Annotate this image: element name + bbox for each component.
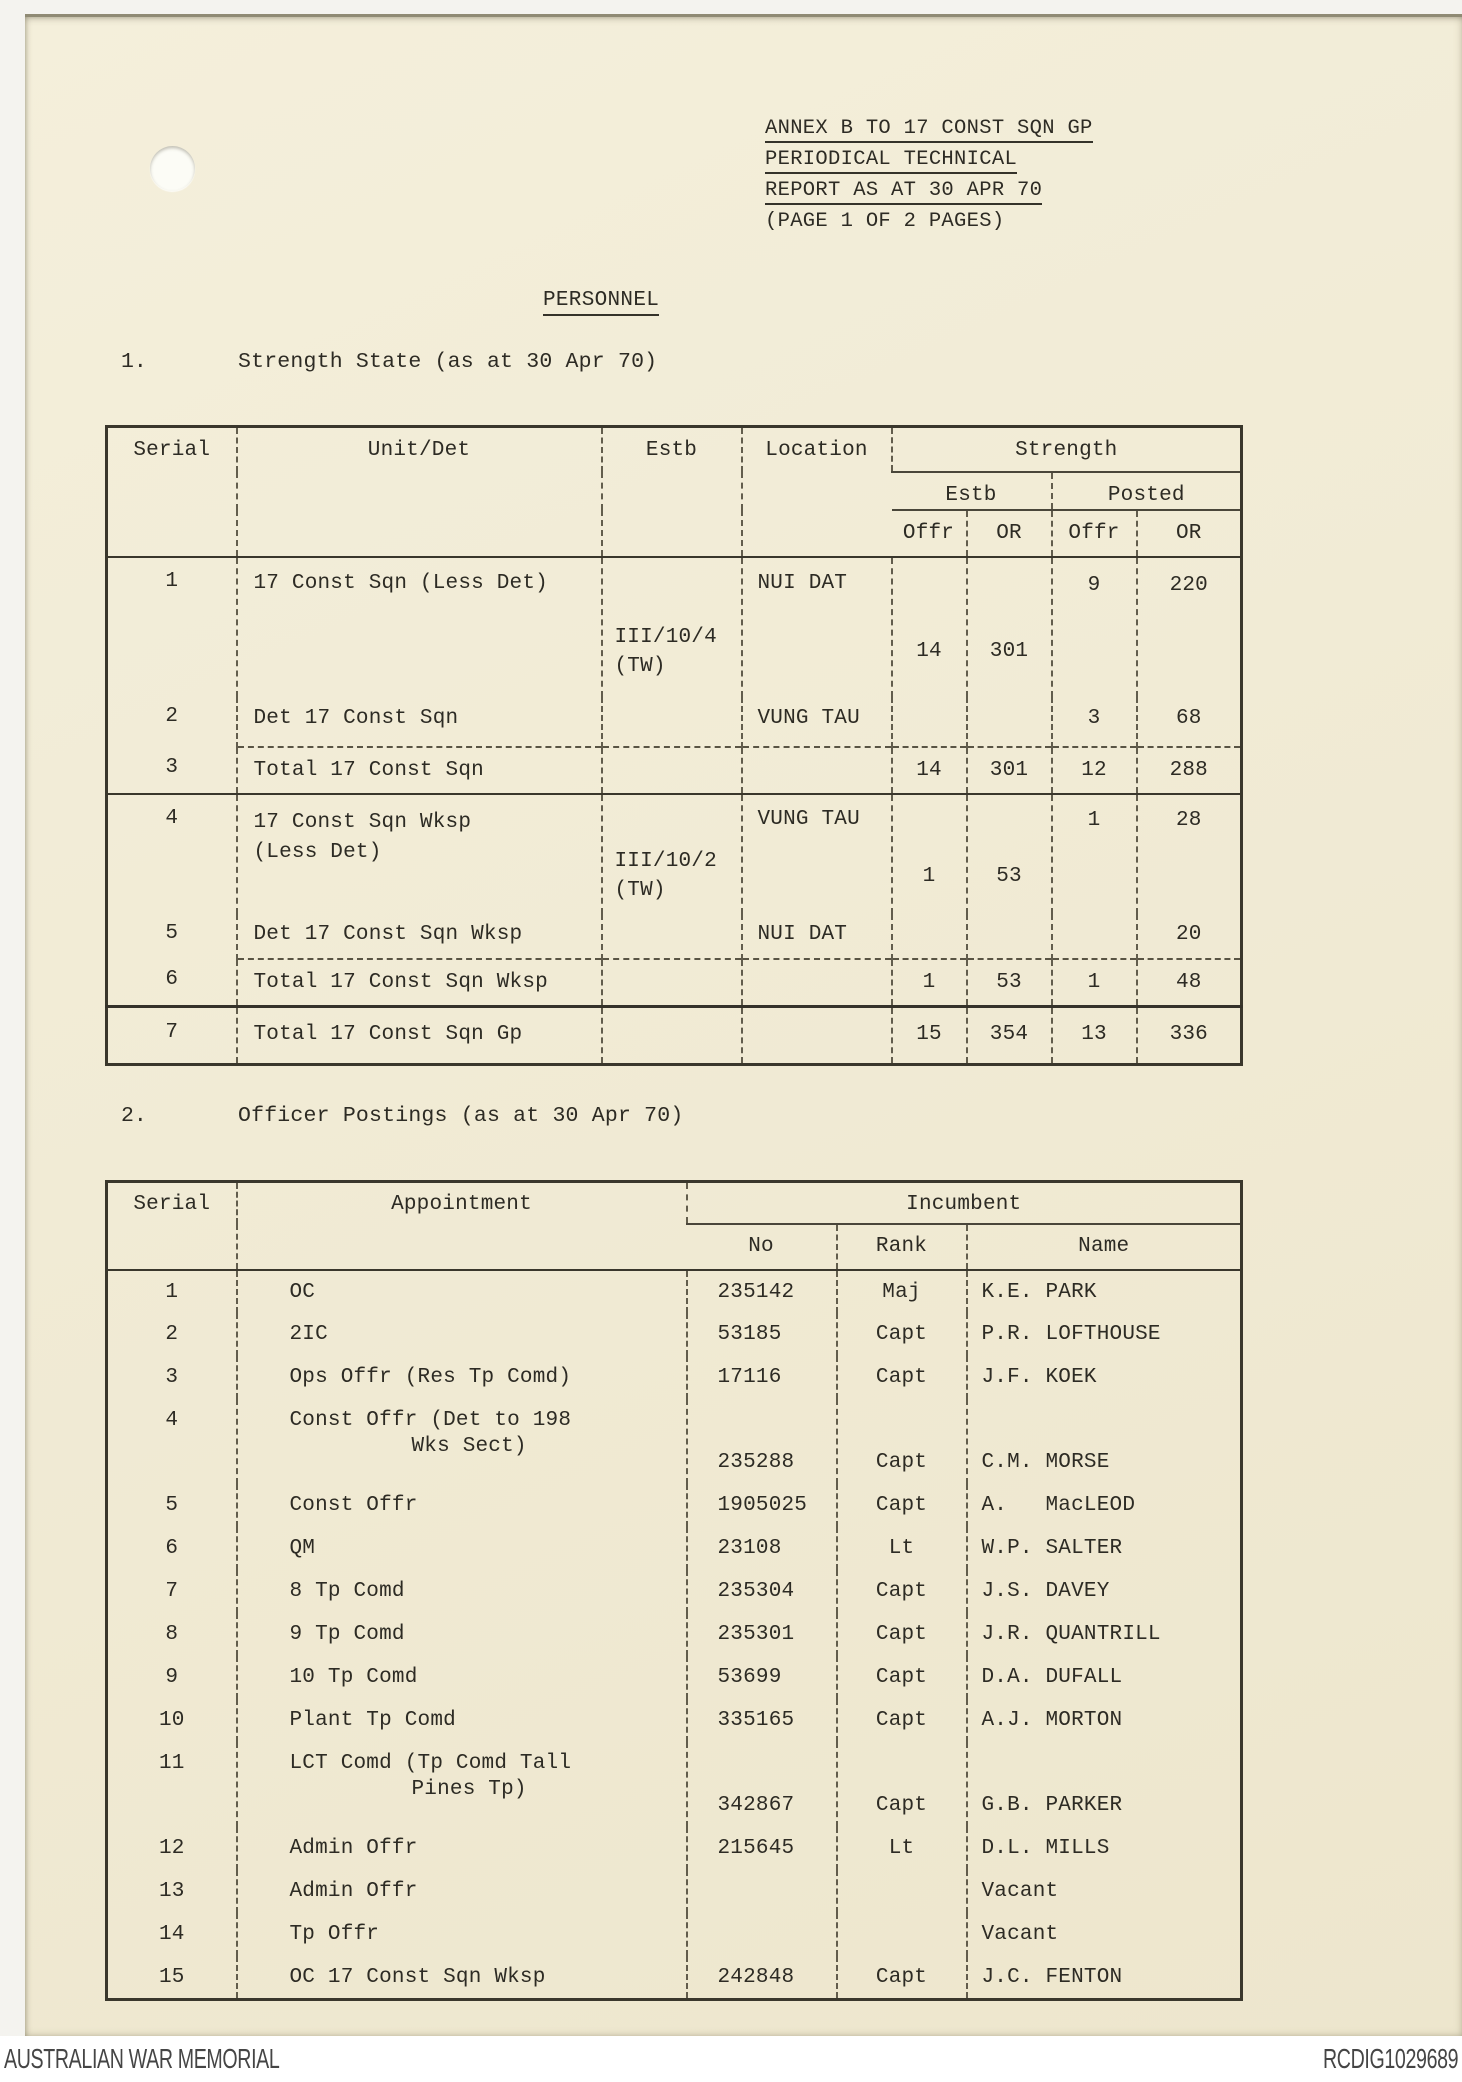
cell-location <box>742 1007 892 1065</box>
cell-no: 342867 <box>687 1742 837 1827</box>
cell-no: 53185 <box>687 1313 837 1356</box>
cell-appointment: Const Offr <box>237 1484 687 1527</box>
cell-rank: Capt <box>837 1956 967 2000</box>
cell-estb-or: 53 <box>967 794 1052 959</box>
cell-appointment: 8 Tp Comd <box>237 1570 687 1613</box>
cell-posted-offr: 13 <box>1052 1007 1137 1065</box>
cell-name: C.M. MORSE <box>967 1399 1242 1484</box>
cell-serial: 7 <box>107 1007 237 1065</box>
cell-serial: 4 <box>107 794 237 914</box>
cell-unit: Total 17 Const Sqn Wksp <box>237 959 602 1007</box>
cell-appointment: 9 Tp Comd <box>237 1613 687 1656</box>
officer-row <box>107 1742 1242 1827</box>
footer-archive-name: AUSTRALIAN WAR MEMORIAL <box>4 2043 280 2074</box>
cell-serial: 12 <box>158 1836 185 1860</box>
cell-rank: Capt <box>837 1613 967 1656</box>
cell-appointment: OC 17 Const Sqn Wksp <box>237 1956 687 2000</box>
cell-posted-or: 220 <box>1137 557 1242 697</box>
header-rank: Rank <box>837 1224 967 1270</box>
cell-serial: 3 <box>165 1365 179 1389</box>
header-appointment: Appointment <box>237 1182 687 1270</box>
cell-estb-offr: 1 <box>892 794 967 959</box>
cell-serial: 13 <box>158 1879 185 1903</box>
header-name: Name <box>967 1224 1242 1270</box>
cell-appointment: Ops Offr (Res Tp Comd) <box>237 1356 687 1399</box>
cell-location: NUI DAT <box>742 914 892 959</box>
cell-posted-or: 28 <box>1137 794 1242 914</box>
cell-unit: 17 Const Sqn (Less Det) <box>237 557 602 697</box>
cell-appointment: 10 Tp Comd <box>237 1656 687 1699</box>
header-estb-or: OR <box>967 510 1052 557</box>
cell-serial: 8 <box>165 1622 179 1646</box>
cell-posted-or: 68 <box>1137 697 1242 747</box>
cell-no <box>687 1913 837 1956</box>
officer-row <box>107 1656 1242 1699</box>
annex-header <box>765 117 1093 239</box>
cell-appointment: QM <box>237 1527 687 1570</box>
header-strength: Strength <box>892 427 1242 472</box>
cell-estb <box>602 557 742 747</box>
cell-unit: Det 17 Const Sqn <box>237 697 602 747</box>
officer-row <box>107 1870 1242 1913</box>
cell-serial: 11 <box>158 1751 185 1775</box>
annex-line-1: ANNEX B TO 17 CONST SQN GP <box>765 117 1093 143</box>
annex-line-3: REPORT AS AT 30 APR 70 <box>765 179 1042 205</box>
cell-appointment: Admin Offr <box>237 1827 687 1870</box>
cell-name: K.E. PARK <box>967 1270 1242 1313</box>
appointment-line-2: Wks Sect) <box>411 1434 527 1458</box>
section-2-heading: Officer Postings (as at 30 Apr 70) <box>238 1104 684 1128</box>
header-location: Location <box>742 427 892 557</box>
cell-estb <box>602 794 742 959</box>
cell-serial: 14 <box>158 1922 185 1946</box>
cell-rank: Lt <box>837 1527 967 1570</box>
annex-line-2: PERIODICAL TECHNICAL <box>765 148 1017 174</box>
cell-name: Vacant <box>967 1913 1242 1956</box>
estb-line-1: III/10/4 <box>614 625 717 649</box>
cell-estb <box>602 747 742 794</box>
cell-unit: Det 17 Const Sqn Wksp <box>237 914 602 959</box>
estb-line-1: III/10/2 <box>614 850 717 873</box>
cell-no: 1905025 <box>687 1484 837 1527</box>
cell-appointment: Tp Offr <box>237 1913 687 1956</box>
page-title: PERSONNEL <box>543 289 659 316</box>
cell-serial: 15 <box>158 1965 185 1989</box>
cell-rank: Capt <box>837 1399 967 1484</box>
cell-no: 335165 <box>687 1699 837 1742</box>
cell-rank <box>837 1870 967 1913</box>
cell-name: A. MacLEOD <box>967 1484 1242 1527</box>
cell-name: Vacant <box>967 1870 1242 1913</box>
cell-serial: 1 <box>165 1280 179 1304</box>
cell-rank: Capt <box>837 1742 967 1827</box>
cell-location: NUI DAT <box>742 557 892 697</box>
cell-no: 17116 <box>687 1356 837 1399</box>
officer-row <box>107 1356 1242 1399</box>
cell-estb-or: 301 <box>967 747 1052 794</box>
estb-line-2: (TW) <box>614 654 666 678</box>
cell-location <box>742 747 892 794</box>
cell-estb <box>602 1007 742 1065</box>
cell-serial: 10 <box>158 1708 185 1732</box>
cell-no: 23108 <box>687 1527 837 1570</box>
cell-unit <box>237 794 602 914</box>
cell-estb-offr: 14 <box>892 557 967 747</box>
cell-rank: Capt <box>837 1656 967 1699</box>
unit-line-1: 17 Const Sqn Wksp <box>253 810 472 834</box>
officer-row <box>107 1570 1242 1613</box>
cell-unit: Total 17 Const Sqn Gp <box>237 1007 602 1065</box>
officer-row <box>107 1613 1242 1656</box>
officer-header-row-1 <box>107 1182 1242 1224</box>
cell-posted-offr: 12 <box>1052 747 1137 794</box>
cell-estb-offr: 1 <box>892 959 967 1007</box>
cell-name: J.R. QUANTRILL <box>967 1613 1242 1656</box>
cell-posted-offr <box>1052 914 1137 959</box>
section-2-number: 2. <box>121 1104 147 1128</box>
cell-no: 235142 <box>687 1270 837 1313</box>
officer-row <box>107 1527 1242 1570</box>
strength-header-row-1 <box>107 427 1242 472</box>
cell-name: A.J. MORTON <box>967 1699 1242 1742</box>
cell-estb-offr: 15 <box>892 1007 967 1065</box>
cell-rank: Maj <box>837 1270 967 1313</box>
cell-serial: 5 <box>165 921 179 945</box>
officer-row <box>107 1913 1242 1956</box>
cell-unit: Total 17 Const Sqn <box>237 747 602 794</box>
header-incumbent: Incumbent <box>687 1182 1242 1224</box>
cell-appointment: OC <box>237 1270 687 1313</box>
cell-serial: 7 <box>165 1579 179 1603</box>
cell-posted-or: 336 <box>1137 1007 1242 1065</box>
cell-name: J.C. FENTON <box>967 1956 1242 2000</box>
cell-posted-or: 20 <box>1137 914 1242 959</box>
officer-row <box>107 1827 1242 1870</box>
cell-rank: Capt <box>837 1699 967 1742</box>
cell-no: 215645 <box>687 1827 837 1870</box>
cell-location <box>742 959 892 1007</box>
strength-row-1 <box>107 557 1242 697</box>
cell-serial: 4 <box>165 1408 179 1432</box>
strength-row-6 <box>107 959 1242 1007</box>
cell-name: J.F. KOEK <box>967 1356 1242 1399</box>
cell-no: 242848 <box>687 1956 837 2000</box>
officer-row <box>107 1313 1242 1356</box>
officer-row <box>107 1956 1242 2000</box>
officer-row <box>107 1399 1242 1484</box>
officer-row <box>107 1270 1242 1313</box>
cell-no: 235288 <box>687 1399 837 1484</box>
cell-location: VUNG TAU <box>742 697 892 747</box>
cell-rank: Capt <box>837 1313 967 1356</box>
header-serial: Serial <box>107 1182 237 1270</box>
annex-line-4: (PAGE 1 OF 2 PAGES) <box>765 210 1005 233</box>
header-strength-posted: Posted <box>1052 472 1242 510</box>
section-1-number: 1. <box>121 350 147 374</box>
cell-estb-or: 301 <box>967 557 1052 747</box>
appointment-line-2: Pines Tp) <box>411 1777 527 1801</box>
cell-rank: Capt <box>837 1570 967 1613</box>
cell-name: J.S. DAVEY <box>967 1570 1242 1613</box>
cell-estb-or: 354 <box>967 1007 1052 1065</box>
cell-no: 235304 <box>687 1570 837 1613</box>
cell-serial: 3 <box>165 755 179 779</box>
header-strength-estb: Estb <box>892 472 1052 510</box>
cell-name: W.P. SALTER <box>967 1527 1242 1570</box>
cell-estb-or: 53 <box>967 959 1052 1007</box>
strength-row-7 <box>107 1007 1242 1065</box>
unit-line-2: (Less Det) <box>253 840 382 864</box>
cell-serial: 6 <box>165 967 179 991</box>
cell-appointment: 2IC <box>237 1313 687 1356</box>
cell-serial: 2 <box>165 1322 179 1346</box>
cell-appointment <box>237 1399 687 1484</box>
cell-no: 53699 <box>687 1656 837 1699</box>
cell-posted-offr: 9 <box>1052 557 1137 697</box>
cell-posted-offr: 1 <box>1052 794 1137 914</box>
cell-rank: Lt <box>837 1827 967 1870</box>
cell-name: P.R. LOFTHOUSE <box>967 1313 1242 1356</box>
section-1-heading: Strength State (as at 30 Apr 70) <box>238 350 658 374</box>
cell-estb <box>602 959 742 1007</box>
cell-posted-offr: 1 <box>1052 959 1137 1007</box>
cell-rank: Capt <box>837 1484 967 1527</box>
strength-row-3 <box>107 747 1242 794</box>
officer-row <box>107 1484 1242 1527</box>
cell-posted-or: 48 <box>1137 959 1242 1007</box>
cell-name: D.L. MILLS <box>967 1827 1242 1870</box>
cell-location: VUNG TAU <box>742 794 892 914</box>
cell-no <box>687 1870 837 1913</box>
scan-footer-bar <box>0 2036 1462 2082</box>
cell-name: D.A. DUFALL <box>967 1656 1242 1699</box>
strength-row-4 <box>107 794 1242 914</box>
cell-name: G.B. PARKER <box>967 1742 1242 1827</box>
cell-no: 235301 <box>687 1613 837 1656</box>
officer-row <box>107 1699 1242 1742</box>
cell-posted-or: 288 <box>1137 747 1242 794</box>
cell-serial: 9 <box>165 1665 179 1689</box>
officer-postings-table <box>105 1180 1243 2001</box>
header-unit-det: Unit/Det <box>237 427 602 557</box>
header-no: No <box>687 1224 837 1270</box>
cell-serial: 5 <box>165 1493 179 1517</box>
hole-punch <box>150 146 195 191</box>
cell-serial: 2 <box>165 704 179 728</box>
cell-posted-offr: 3 <box>1052 697 1137 747</box>
cell-rank <box>837 1913 967 1956</box>
cell-rank: Capt <box>837 1356 967 1399</box>
estb-line-2: (TW) <box>614 879 666 902</box>
appointment-line-1: LCT Comd (Tp Comd Tall <box>289 1751 572 1775</box>
header-serial: Serial <box>107 427 237 557</box>
cell-appointment <box>237 1742 687 1827</box>
footer-record-id: RCDIG1029689 <box>1322 2043 1458 2074</box>
header-estb-offr: Offr <box>892 510 967 557</box>
cell-estb-offr: 14 <box>892 747 967 794</box>
cell-appointment: Plant Tp Comd <box>237 1699 687 1742</box>
header-posted-or: OR <box>1137 510 1242 557</box>
cell-serial: 6 <box>165 1536 179 1560</box>
header-posted-offr: Offr <box>1052 510 1137 557</box>
appointment-line-1: Const Offr (Det to 198 <box>289 1408 572 1432</box>
cell-serial: 1 <box>165 569 179 593</box>
cell-appointment: Admin Offr <box>237 1870 687 1913</box>
header-estb: Estb <box>602 427 742 557</box>
strength-table <box>105 425 1243 1066</box>
